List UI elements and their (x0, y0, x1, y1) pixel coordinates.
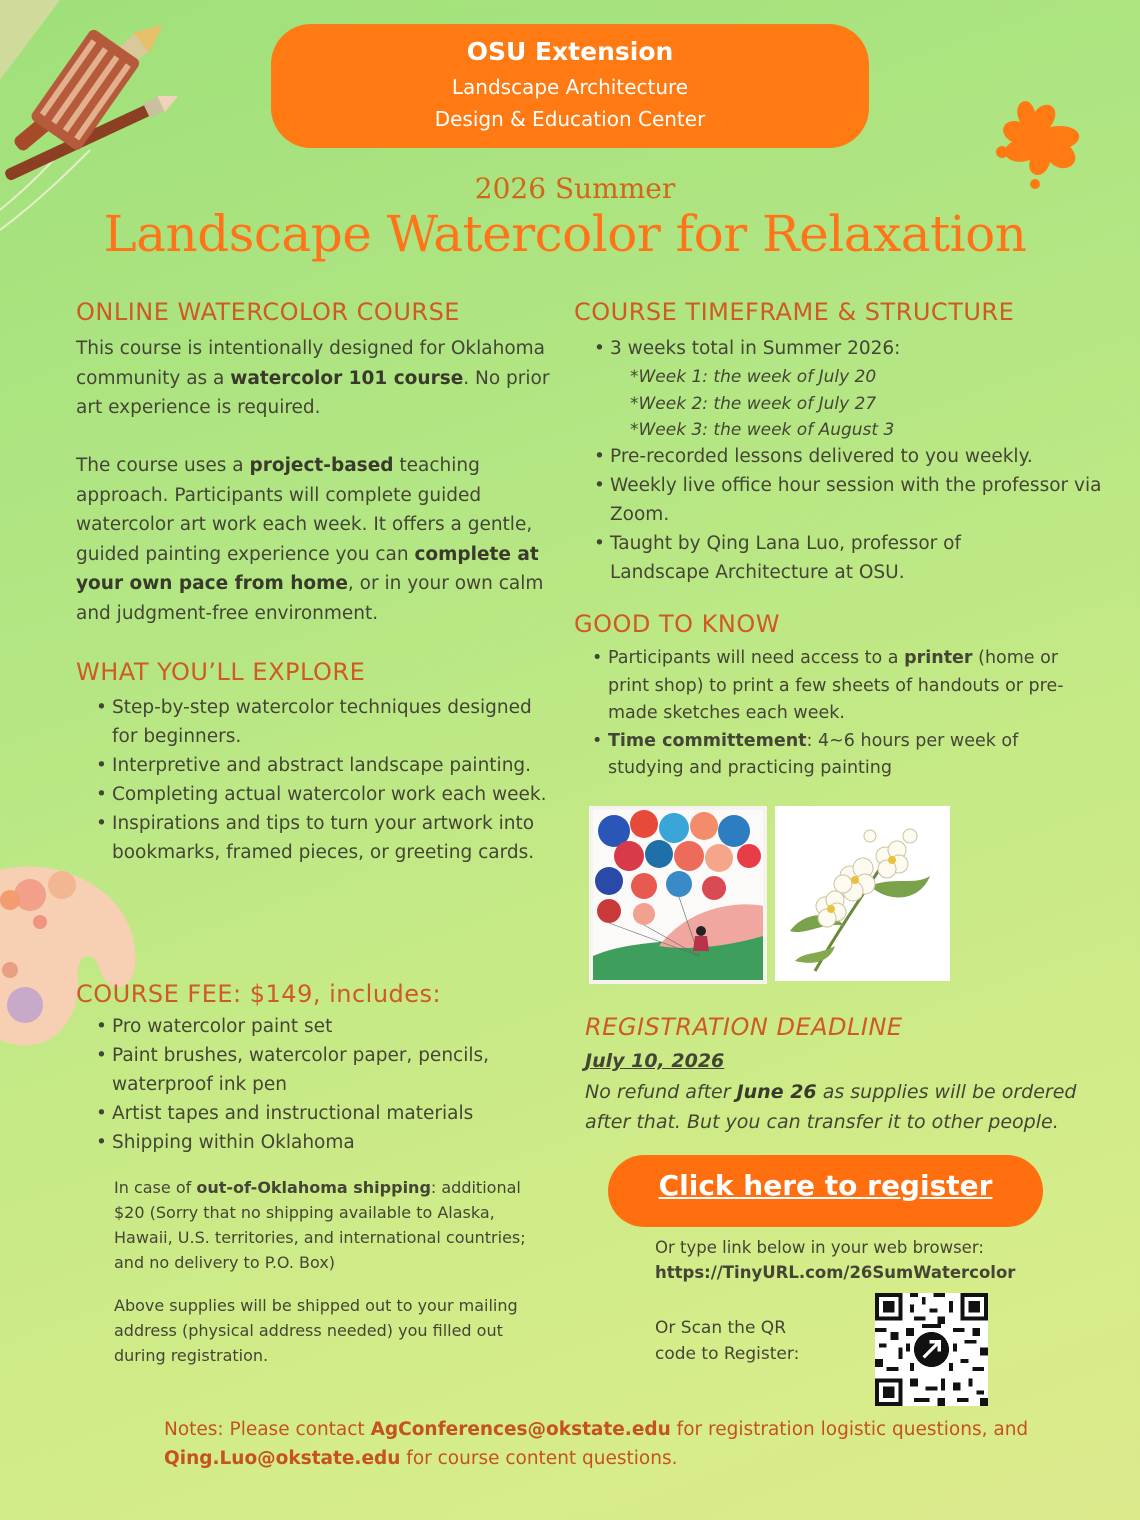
dept-line: Landscape Architecture (451, 75, 689, 99)
list-item: • Taught by Qing Lana Luo, professor of Landscape Architecture at OSU. (574, 529, 1104, 587)
center-line: Design & Education Center (434, 107, 706, 131)
register-url-link[interactable]: https://TinyURL.com/26SumWatercolor (655, 1263, 1016, 1282)
list-item: • Interpretive and abstract landscape painting. (76, 751, 556, 780)
list-item: • Pro watercolor paint set (76, 1012, 556, 1041)
good-heading: GOOD TO KNOW (574, 610, 780, 638)
list-item: • Weekly live office hour session with the professor via Zoom. (574, 471, 1104, 529)
flower-watercolor-image (775, 806, 950, 981)
course-title: Landscape Watercolor for Relaxation (103, 205, 1027, 263)
header-banner (271, 24, 869, 148)
list-item: • Shipping within Oklahoma (76, 1128, 556, 1157)
refund-note: No refund after June 26 as supplies will be ordered after that. But you can transfer it to other people. (585, 1081, 1077, 1133)
list-item: • Step-by-step watercolor techniques designed for beginners. (76, 693, 556, 751)
online-heading: ONLINE WATERCOLOR COURSE (76, 298, 460, 326)
good-list (572, 645, 1072, 783)
timeframe-list (574, 334, 1104, 363)
scan-text: Or Scan the QR code to Register: (655, 1318, 800, 1364)
balloon-watercolor-image (589, 806, 767, 984)
online-paragraph-2: The course uses a project-based teaching approach. Participants will complete guided watercolor art work each week. It offers a gentle, guided painting experience you can complete at your own pace from home, or in your own calm and judgment-free environment. (76, 455, 544, 624)
list-item: • Completing actual watercolor work each week. (76, 780, 556, 809)
timeframe-list-2 (574, 442, 1104, 587)
list-item: • Artist tapes and instructional materials (76, 1099, 556, 1128)
week-item: *Week 2: the week of July 27 (630, 393, 877, 414)
shipping-note: In case of out-of-Oklahoma shipping: additional $20 (Sorry that no shipping available to Alaska, Hawaii, U.S. territories, and international countries; and no delivery to P.O. Box) (114, 1178, 526, 1272)
contact-notes: Notes: Please contact AgConferences@okstate.edu for registration logistic questions, and Qing.Luo@okstate.edu for course content questions. (164, 1419, 1029, 1469)
fee-list (76, 1012, 556, 1157)
org-name: OSU Extension (466, 37, 674, 66)
timeframe-heading: COURSE TIMEFRAME & STRUCTURE (574, 298, 1015, 326)
explore-heading: WHAT YOU’LL EXPLORE (76, 658, 366, 686)
register-button[interactable]: Click here to register (608, 1155, 1043, 1227)
list-item: • Paint brushes, watercolor paper, pencils, waterproof ink pen (76, 1041, 556, 1099)
online-paragraph-1: This course is intentionally designed for Oklahoma community as a watercolor 101 course. No prior art experience is required. (76, 338, 550, 418)
ag-email-link[interactable]: AgConferences@okstate.edu (370, 1419, 671, 1440)
course-subtitle: 2026 Summer (474, 172, 676, 205)
fee-heading: COURSE FEE: $149, includes: (76, 980, 442, 1008)
list-item: • Participants will need access to a printer (home or print shop) to print a few sheets of handouts or pre-made sketches each week. (572, 645, 1072, 728)
luo-email-link[interactable]: Qing.Luo@okstate.edu (164, 1448, 401, 1469)
type-link-text: Or type link below in your web browser: (655, 1238, 984, 1257)
list-item: • Inspirations and tips to turn your artwork into bookmarks, framed pieces, or greeting cards. (76, 809, 556, 867)
list-item: • Pre-recorded lessons delivered to you weekly. (574, 442, 1104, 471)
supplies-note: Above supplies will be shipped out to your mailing address (physical address needed) you filled out during registration. (114, 1296, 518, 1365)
registration-heading: REGISTRATION DEADLINE (585, 1013, 903, 1041)
list-item: • Time committement: 4~6 hours per week of studying and practicing painting (572, 728, 1072, 783)
explore-list (76, 693, 556, 867)
week-schedule (630, 364, 894, 444)
registration-date: July 10, 2026 (585, 1050, 725, 1072)
week-item: *Week 3: the week of August 3 (630, 420, 895, 440)
week-item: *Week 1: the week of July 20 (630, 367, 877, 387)
list-item: • 3 weeks total in Summer 2026: (574, 334, 1104, 363)
qr-code[interactable] (875, 1293, 988, 1406)
